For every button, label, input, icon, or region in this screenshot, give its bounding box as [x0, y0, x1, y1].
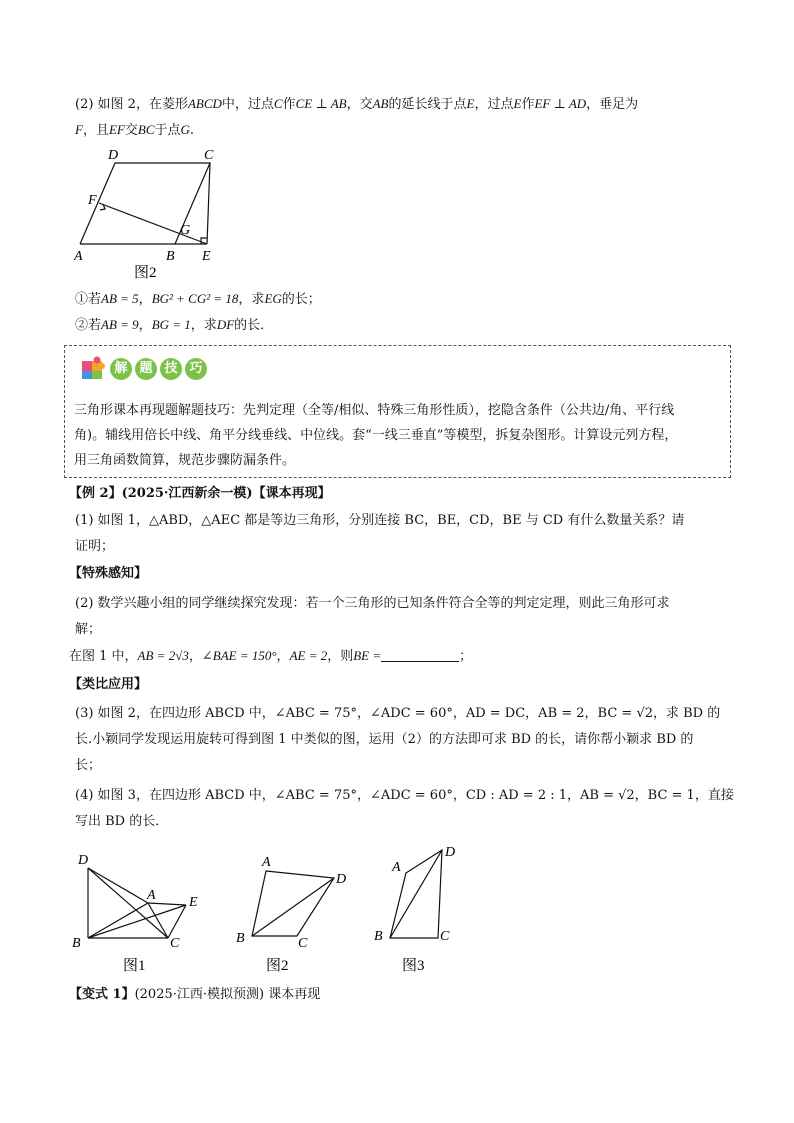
fig3-label-d: D — [445, 845, 456, 860]
q2-abcd: ABCD — [187, 96, 222, 111]
variant-line — [69, 985, 320, 1005]
p2c-pre: 在图 1 中， — [69, 649, 138, 664]
q2-e2: E — [513, 96, 522, 111]
figure-1 — [68, 846, 218, 976]
q2-ab: AB — [372, 96, 389, 111]
q2-ce-ab: CE ⊥ AB — [295, 96, 347, 111]
fig3-label-a: A — [392, 860, 401, 875]
sub1-ab: AB = 5 — [101, 291, 139, 306]
example-p2: (2) 数学兴趣小组的同学继续探究发现：若一个三角形的已知条件符合全等的判定定理，则此三角形可求 — [75, 596, 670, 611]
fig2-label-a: A — [262, 855, 271, 870]
badge-char-2: 题 — [135, 358, 157, 380]
p2c-sep2: ， — [276, 649, 290, 664]
q2-e: E — [466, 96, 475, 111]
sub2-sep: ， — [138, 318, 152, 333]
p2c-t: ，则 — [327, 649, 354, 664]
sub1-end: 的长； — [281, 292, 321, 307]
fig1-ae — [148, 903, 186, 905]
label-f: F — [88, 193, 97, 208]
figure-caption: 图2 — [134, 265, 157, 281]
tips-text — [74, 398, 729, 473]
variant-label: 【变式 1】 — [69, 987, 135, 1002]
example-p1b: 证明； — [75, 539, 115, 554]
sub2-bg: BG = 1 — [151, 317, 191, 332]
q2-line1 — [75, 94, 638, 115]
q2-t1: 中，过点 — [221, 97, 274, 112]
fig2-bd — [252, 878, 334, 936]
q2-c: C — [273, 96, 283, 111]
label-g: G — [180, 223, 191, 238]
fig1-label-b: B — [72, 936, 81, 951]
fig3-label-c: C — [440, 929, 450, 944]
example-p2b: 解； — [75, 622, 102, 637]
sub-question-1 — [75, 289, 321, 310]
fig1-label-e: E — [189, 895, 198, 910]
q2-f: F — [75, 122, 83, 137]
fig2-label-c: C — [298, 936, 308, 951]
tips-badge — [110, 358, 207, 380]
sub-question-2 — [75, 315, 273, 336]
label-d: D — [108, 148, 119, 163]
fig1-da — [88, 868, 148, 903]
q2-bc: BC — [137, 122, 155, 137]
label-e: E — [202, 249, 211, 264]
label-a: A — [74, 249, 83, 264]
sub1-num: ①若 — [75, 292, 102, 307]
badge-char-1: 解 — [110, 358, 132, 380]
example-title: 【例 2】(2025·江西新余一模)【课本再现】 — [69, 486, 331, 501]
example-p4b: 写出 BD 的长． — [75, 814, 169, 829]
badge-char-4: 巧 — [185, 358, 207, 380]
fig3-caption: 图3 — [402, 958, 425, 974]
q2-t7: ，垂足为 — [586, 97, 639, 112]
ce-line — [207, 163, 210, 244]
figure-3 — [366, 840, 476, 976]
sub2-df: DF — [216, 317, 235, 332]
example-p3c: 长； — [75, 758, 102, 773]
fig2-caption: 图2 — [266, 958, 289, 974]
fig1-label-c: C — [170, 936, 180, 951]
q2-l2-t4: . — [189, 123, 195, 138]
example-p2c — [69, 646, 472, 667]
q2-l2-t3: 于点 — [154, 123, 181, 138]
badge-char-3: 技 — [160, 358, 182, 380]
q2-l2-t1: ，且 — [82, 123, 109, 138]
example-p3b: 长.小颖同学发现运用旋转可得到图 1 中类似的图，运用（2）的方法即可求 BD 的长，请你帮小颖求 BD 的 — [75, 732, 694, 747]
section-heading-3: 【类比应用】 — [69, 677, 148, 692]
example-p4: (4) 如图 3，在四边形 ABCD 中，∠ABC = 75°，∠ADC = 60°，CD : AD = 2 : 1，AB = √2，BC = 1，直接 — [75, 788, 734, 803]
q2-ef-ad: EF ⊥ AD — [534, 96, 587, 111]
tips-line-2: 角)。辅线用倍长中线、角平分线垂线、中位线。套“一线三垂直”等模型，拆复杂图形。计算设元列方程， — [74, 428, 678, 443]
tips-line-1: 三角形课本再现题解题技巧：先判定理（全等/相似、特殊三角形性质），挖隐含条件（公共边/角、平行线 — [74, 403, 675, 418]
p2c-angle: ∠BAE = 150° — [201, 648, 277, 663]
sub2-t: ，求 — [190, 318, 217, 333]
p2c-end: ； — [459, 649, 473, 664]
sub2-ab: AB = 9 — [101, 317, 139, 332]
label-c: C — [204, 148, 214, 163]
sub1-t: ，求 — [238, 292, 265, 307]
p2c-ae: AE = 2 — [289, 648, 328, 663]
sub1-expr: BG² + CG² = 18 — [151, 291, 239, 306]
fig2-label-d: D — [336, 872, 347, 887]
p2c-sep: ， — [188, 649, 202, 664]
variant-rest: (2025·江西·模拟预测) 课本再现 — [134, 987, 321, 1002]
p2c-be: BE = — [353, 648, 382, 663]
fig1-label-a: A — [147, 888, 156, 903]
p2c-ab: AB = 2√3 — [137, 648, 189, 663]
sub1-eg: EG — [264, 291, 282, 306]
puzzle-icon — [80, 355, 106, 381]
fig2-quad — [252, 871, 334, 936]
q2-t2: 作 — [282, 97, 296, 112]
tips-line-3: 用三角函数简算，规范步骤防漏条件。 — [74, 453, 296, 468]
example-p1: (1) 如图 1，△ABD，△AEC 都是等边三角形，分别连接 BC，BE，CD，BE 与 CD 有什么数量关系？请 — [75, 513, 685, 528]
q2-label: (2) 如图 2，在菱形 — [75, 97, 188, 112]
ef-line — [99, 203, 207, 244]
figure-2 — [230, 846, 360, 976]
q2-t4: 的延长线于点 — [388, 97, 467, 112]
answer-blank[interactable] — [381, 647, 459, 662]
fig1-caption: 图1 — [123, 958, 146, 974]
sub1-sep: ， — [138, 292, 152, 307]
section-heading-2: 【特殊感知】 — [69, 566, 148, 581]
q2-t3: ，交 — [346, 97, 373, 112]
q2-t5: ，过点 — [474, 97, 514, 112]
rhombus-figure — [70, 145, 230, 280]
sub2-end: 的长． — [234, 318, 274, 333]
fig3-label-b: B — [374, 929, 383, 944]
label-b: B — [166, 249, 175, 264]
q2-t6: 作 — [521, 97, 535, 112]
q2-g: G — [180, 122, 190, 137]
q2-line2 — [75, 120, 194, 141]
fig1-ac — [148, 903, 168, 938]
sub2-num: ②若 — [75, 318, 102, 333]
q2-l2-t2: 交 — [124, 123, 138, 138]
fig2-label-b: B — [236, 931, 245, 946]
q2-ef: EF — [108, 122, 125, 137]
example-p3: (3) 如图 2，在四边形 ABCD 中，∠ABC = 75°，∠ADC = 60°，AD = DC，AB = 2，BC = √2，求 BD 的 — [75, 706, 721, 721]
fig1-label-d: D — [78, 853, 89, 868]
